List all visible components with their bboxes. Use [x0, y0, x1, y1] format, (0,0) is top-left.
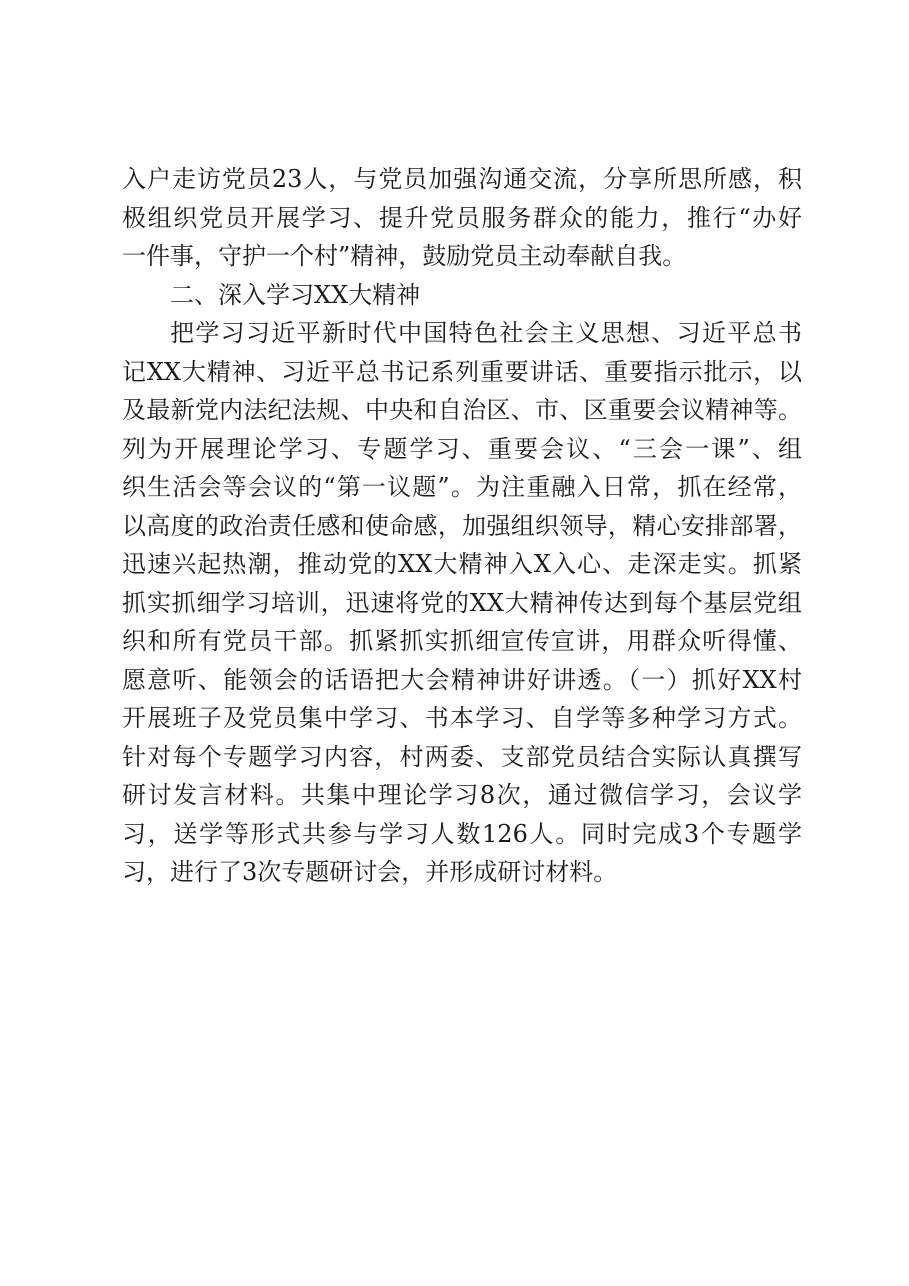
paragraph-line: 入户走访党员23人，与党员加强沟通交流，分享所思所感，积 [122, 165, 802, 193]
body-text [122, 160, 802, 892]
paragraph-line: 织和所有党员干部。抓紧抓实抓细宣传宣讲，用群众听得懂、 [122, 627, 802, 655]
paragraph-line: 把学习习近平新时代中国特色社会主义思想、习近平总书 [170, 319, 802, 347]
paragraph-line: 习，送学等形式共参与学习人数126人。同时完成3个专题学 [122, 819, 802, 848]
paragraph-line: 及最新党内法纪法规、中央和自治区、市、区重要会议精神等。 [122, 396, 802, 424]
paragraph-line: 以高度的政治责任感和使命感，加强组织领导，精心安排部署， [122, 511, 802, 540]
paragraph-line: 愿意听、能领会的话语把大会精神讲好讲透。（一）抓好XX村 [122, 665, 802, 694]
paragraph-line: 研讨发言材料。共集中理论学习8次，通过微信学习，会议学 [122, 781, 802, 809]
paragraph-line: 习，进行了3次专题研讨会，并形成研讨材料。 [122, 858, 618, 886]
paragraph-line: 列为开展理论学习、专题学习、重要会议、“三会一课”、组 [122, 434, 802, 463]
paragraph-line: 记XX大精神、习近平总书记系列重要讲话、重要指示批示，以 [122, 357, 802, 386]
paragraph-line: 开展班子及党员集中学习、书本学习、自学等多种学习方式。 [122, 704, 802, 732]
paragraph-line: 迅速兴起热潮，推动党的XX大精神入X入心、走深走实。抓紧 [122, 550, 802, 578]
paragraph-line: 极组织党员开展学习、提升党员服务群众的能力，推行“办好 [122, 203, 802, 232]
paragraph-line: 一件事，守护一个村”精神，鼓励党员主动奉献自我。 [122, 242, 687, 270]
section-heading: 二、深入学习XX大精神 [170, 280, 421, 309]
paragraph-line: 抓实抓细学习培训，迅速将党的XX大精神传达到每个基层党组 [122, 588, 802, 617]
paragraph-line: 织生活会等会议的“第一议题”。为注重融入日常，抓在经常， [122, 473, 802, 501]
paragraph-line: 针对每个专题学习内容，村两委、支部党员结合实际认真撰写 [122, 742, 802, 771]
